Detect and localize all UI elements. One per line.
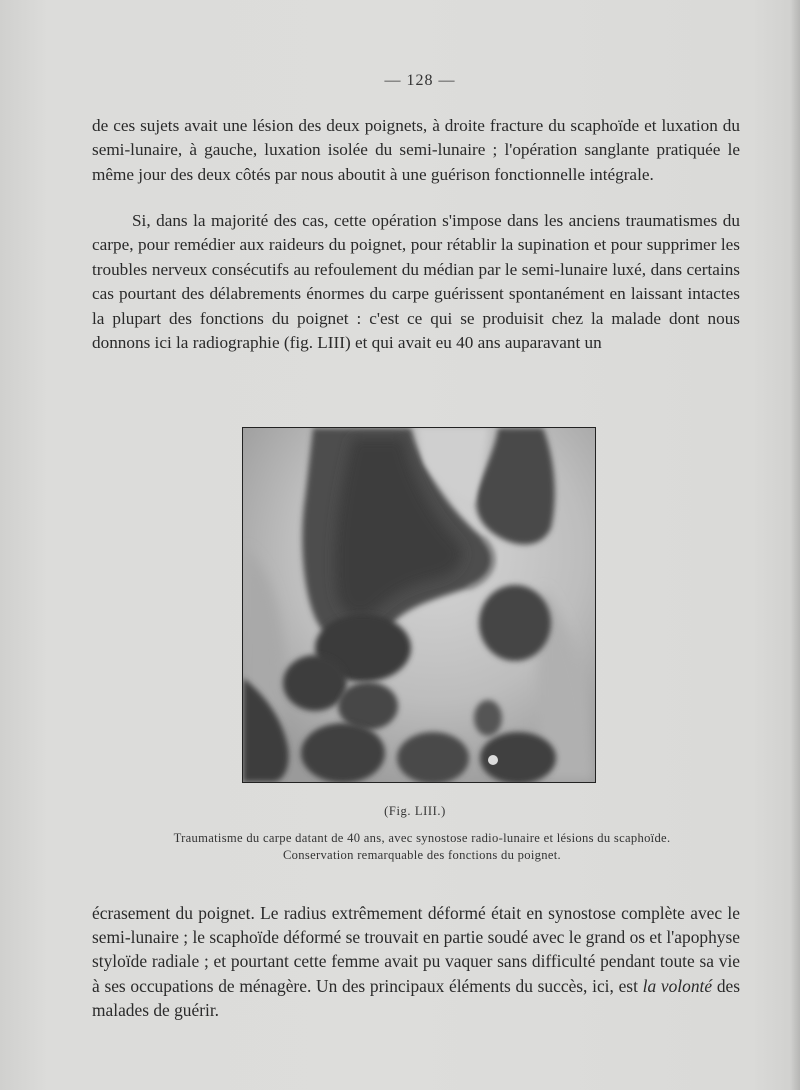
paragraph-3-emphasis: la volonté	[642, 975, 713, 996]
figure-caption	[92, 830, 752, 864]
pisiform-bone	[474, 700, 502, 736]
caption-line-1: Traumatisme du carpe datant de 40 ans, avec synostose radio-lunaire et lésions du scaphoïde.	[173, 831, 671, 845]
radiograph-figure	[242, 427, 596, 783]
triquetrum-bone	[479, 585, 551, 661]
scaphoid-bone	[283, 655, 347, 711]
caption-line-2: Conservation remarquable des fonctions du poignet.	[282, 848, 561, 862]
capitate-bone	[338, 682, 398, 730]
figure-label: (Fig. LIII.)	[384, 804, 446, 818]
paragraph-3-text: écrasement du poignet. Le radius extrêmement déformé était en synostose complète avec le semi-lunaire ; le scaphoïde déformé se trouvait en partie soudé avec le grand os et l'apophyse styloïde radiale ; et pourtant cette femme avait pu vaquer sans difficulté pendant toute sa vie à ses occupations de ménagère. Un des principaux éléments du succès, ici, est	[92, 903, 740, 996]
page-edge-shadow	[790, 0, 800, 1090]
paragraph-1: de ces sujets avait une lésion des deux poignets, à droite fracture du scaphoïde et luxation du semi-lunaire, à gauche, luxation isolée du semi-lunaire ; l'opération sanglante pratiquée le même jour des deux côtés par nous aboutit à une guérison fonctionnelle intégrale.	[92, 116, 740, 184]
page-number: — 128 —	[384, 72, 456, 89]
paragraph-3	[92, 901, 740, 1022]
metacarpal-base-3	[397, 732, 469, 782]
paragraph-2: Si, dans la majorité des cas, cette opération s'impose dans les anciens traumatismes du carpe, pour remédier aux raideurs du poignet, pour rétablir la supination et pour supprimer les troubles nerveux consécutifs au refoulement du médian par le semi-lunaire luxé, dans certains cas pourtant des délabrements énormes du carpe guérissent spontanément en laissant intactes la plupart des fonctions du poignet : c'est ce qui se produisit chez la malade dont nous donnons ici la radiographie (fig. LIII) et qui avait eu 40 ans auparavant un	[92, 211, 740, 353]
metacarpal-base-2	[301, 723, 385, 782]
paragraph-3-end: des malades de guérir.	[92, 975, 741, 1020]
bright-spot	[488, 755, 498, 765]
wrist-radiograph-illustration	[243, 428, 595, 782]
